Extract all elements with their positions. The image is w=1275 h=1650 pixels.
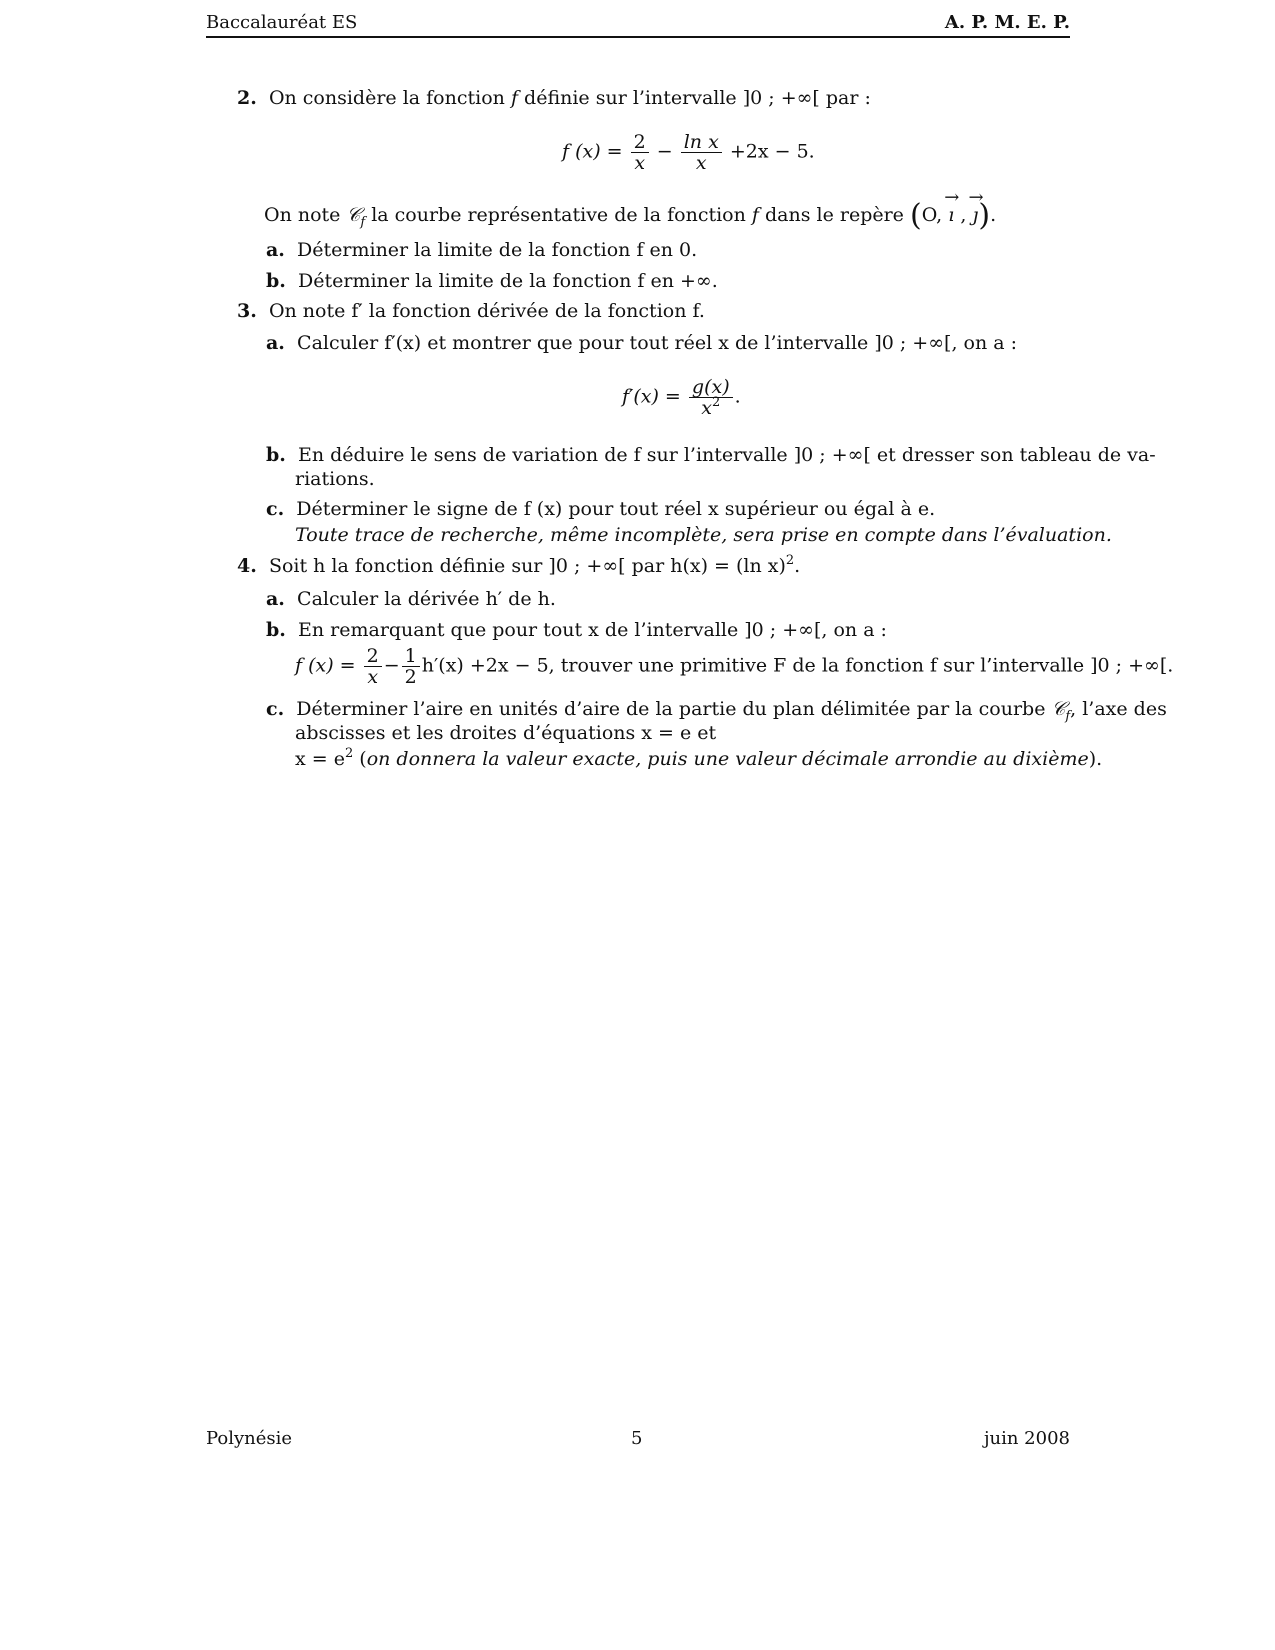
q2-formula-lhs: f (x) = bbox=[562, 140, 623, 163]
q2-a-letter: a. bbox=[266, 239, 285, 261]
q3-intro-text: On note f′ la fonction dérivée de la fonction f. bbox=[268, 300, 705, 322]
q3-number: 3. bbox=[237, 300, 257, 322]
q4-c-line3-italic: on donnera la valeur exacte, puis une valeur décimale arrondie au dixième bbox=[366, 748, 1089, 770]
q4-b-tail: h′(x) +2x − 5, trouver une primitive F de la fonction f sur l’intervalle ]0 ; +∞[. bbox=[421, 654, 1174, 677]
q2-intro-f: f bbox=[510, 87, 518, 109]
page-number: 5 bbox=[631, 1428, 643, 1449]
q3-frac-num: g(x) bbox=[689, 377, 733, 398]
q3-frac-den-exp: 2 bbox=[711, 395, 721, 410]
q4-b-minus: − bbox=[383, 654, 400, 677]
q2-formula bbox=[562, 132, 815, 173]
q2-frac-2-num: ln x bbox=[681, 132, 722, 153]
footer-right: juin 2008 bbox=[983, 1428, 1070, 1449]
q2-minus: − bbox=[656, 140, 673, 163]
q3-a bbox=[266, 331, 1017, 355]
q4-a bbox=[266, 587, 556, 611]
q4-curve-subscript: f bbox=[1065, 708, 1071, 724]
header-left: Baccalauréat ES bbox=[206, 12, 358, 33]
q4-b-frac-1-num: 2 bbox=[364, 646, 382, 667]
q2-intro-rest: définie sur l’intervalle ]0 ; +∞[ par : bbox=[524, 87, 871, 109]
q3-c bbox=[266, 497, 935, 521]
q4-b-text: En remarquant que pour tout x de l’intervalle ]0 ; +∞[, on a : bbox=[298, 619, 887, 641]
q4-c-line3-open: ( bbox=[359, 748, 367, 770]
q2-frac-2 bbox=[681, 132, 722, 173]
q2-frac-1 bbox=[631, 132, 649, 173]
curve-symbol: 𝒞 bbox=[346, 204, 361, 226]
q4-b-formula bbox=[295, 646, 1173, 687]
q4-a-text: Calculer la dérivée h′ de h. bbox=[297, 588, 556, 610]
q2-b-letter: b. bbox=[266, 270, 286, 292]
q4-c-line1-end: , l’axe des bbox=[1070, 698, 1167, 720]
q3-a-letter: a. bbox=[266, 332, 285, 354]
page-header bbox=[206, 10, 1070, 38]
q4-c-line2: abscisses et les droites d’équations x = e et bbox=[295, 722, 717, 744]
q3-c-note: Toute trace de recherche, même incomplète, sera prise en compte dans l’évaluation. bbox=[295, 524, 1112, 546]
q4-intro bbox=[237, 554, 800, 578]
q2-note: On note 𝒞$_f$ la courbe représentative de la fonction f dans le repère (O, → ı , → ȷ). bbox=[264, 203, 996, 235]
q4-intro-text: Soit h la fonction définie sur ]0 ; +∞[ par h(x) = (ln x) bbox=[268, 555, 786, 577]
repere-origin: O, bbox=[921, 204, 943, 226]
q4-b-frac-1-den: x bbox=[367, 666, 379, 688]
q4-c-line3-start: x = e bbox=[295, 748, 345, 770]
q2-frac-1-den: x bbox=[634, 152, 646, 174]
q2-intro bbox=[237, 86, 871, 110]
q2-b bbox=[266, 269, 718, 293]
q4-b-frac-2 bbox=[402, 646, 420, 687]
q3-frac bbox=[689, 377, 733, 418]
q4-intro-end: . bbox=[794, 555, 801, 577]
paren-close: ) bbox=[978, 198, 991, 233]
q4-b bbox=[266, 618, 887, 642]
header-right: A. P. M. E. P. bbox=[944, 12, 1070, 33]
q4-c-line1-start: Déterminer l’aire en unités d’aire de la partie du plan délimitée par la courbe bbox=[296, 698, 1046, 720]
vector-j-icon: → ȷ bbox=[972, 203, 978, 227]
q2-note-end: dans le repère bbox=[764, 204, 904, 226]
q2-frac-1-num: 2 bbox=[631, 132, 649, 153]
footer-left: Polynésie bbox=[206, 1428, 293, 1449]
q2-number: 2. bbox=[237, 87, 257, 109]
q2-intro-text: On considère la fonction bbox=[268, 87, 505, 109]
q3-b-line1: En déduire le sens de variation de f sur l’intervalle ]0 ; +∞[ et dresser son tableau de va- bbox=[298, 444, 1156, 466]
q2-a bbox=[266, 238, 697, 262]
repere-end: . bbox=[990, 204, 997, 226]
q3-b-letter: b. bbox=[266, 444, 286, 466]
q3-a-text: Calculer f′(x) et montrer que pour tout réel x de l’intervalle ]0 ; +∞[, on a : bbox=[297, 332, 1018, 354]
q4-b-lhs: f (x) = bbox=[295, 654, 356, 677]
q3-c-letter: c. bbox=[266, 498, 285, 520]
curve-subscript: f bbox=[360, 214, 366, 230]
q2-formula-tail: +2x − 5. bbox=[729, 140, 815, 163]
q2-frac-2-den: x bbox=[695, 152, 707, 174]
vector-i-icon: → ı bbox=[948, 203, 954, 227]
q4-b-frac-1 bbox=[364, 646, 382, 687]
q4-b-frac-2-den: 2 bbox=[404, 666, 417, 688]
q4-c-line3-close: ). bbox=[1088, 748, 1103, 770]
q2-b-text: Déterminer la limite de la fonction f en +∞. bbox=[298, 270, 718, 292]
q3-formula-end: . bbox=[734, 385, 741, 408]
q4-intro-exp: 2 bbox=[785, 553, 795, 568]
q3-intro bbox=[237, 299, 705, 323]
q4-c-letter: c. bbox=[266, 698, 285, 720]
paren-open: ( bbox=[909, 198, 922, 233]
q4-c-line3-exp: 2 bbox=[344, 746, 354, 761]
q3-frac-den bbox=[689, 395, 733, 419]
q4-c-line3 bbox=[295, 747, 1102, 771]
q3-formula bbox=[622, 377, 741, 418]
q2-note-mid: la courbe représentative de la fonction bbox=[371, 204, 746, 226]
q4-a-letter: a. bbox=[266, 588, 285, 610]
q2-note-start: On note bbox=[264, 204, 341, 226]
q3-formula-lhs: f′(x) = bbox=[622, 385, 681, 408]
q4-curve-symbol: 𝒞 bbox=[1051, 698, 1066, 720]
q2-note-f: f bbox=[751, 204, 759, 226]
q2-a-text: Déterminer la limite de la fonction f en 0. bbox=[297, 239, 698, 261]
q3-frac-den-x: x bbox=[701, 397, 712, 419]
q4-b-letter: b. bbox=[266, 619, 286, 641]
q4-number: 4. bbox=[237, 555, 257, 577]
q3-b bbox=[266, 443, 1156, 467]
q3-b-line2: riations. bbox=[295, 468, 375, 490]
q4-b-frac-2-num: 1 bbox=[402, 646, 420, 667]
q3-c-text: Déterminer le signe de f (x) pour tout réel x supérieur ou égal à e. bbox=[296, 498, 936, 520]
